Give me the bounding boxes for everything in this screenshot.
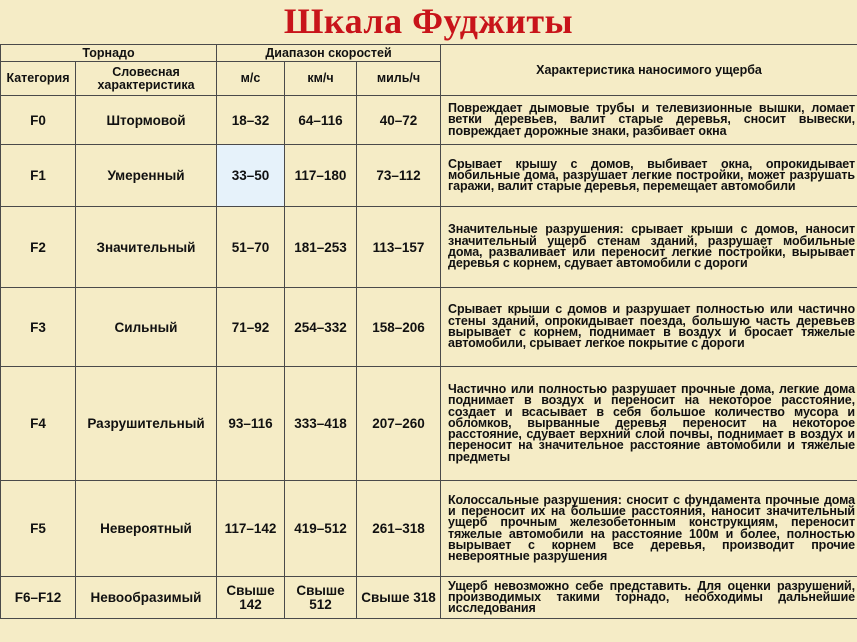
cell-mph: 40–72 [357,96,441,145]
cell-kmh: 254–332 [285,288,357,367]
cell-category: F0 [1,96,76,145]
header-ms: м/с [217,62,285,96]
header-damage: Характеристика наносимого ущерба [441,45,857,96]
header-tornado: Торнадо [1,45,217,62]
cell-mph: 73–112 [357,145,441,207]
header-speed-range: Диапазон скоростей [217,45,441,62]
cell-category: F2 [1,207,76,288]
cell-kmh: 117–180 [285,145,357,207]
cell-ms: Свыше 142 [217,577,285,619]
cell-category: F6–F12 [1,577,76,619]
cell-kmh: 181–253 [285,207,357,288]
header-verbal: Словесная характеристика [76,62,217,96]
table-row [1,288,857,367]
fujita-scale-table [0,44,857,619]
cell-verbal: Умеренный [76,145,217,207]
cell-damage: Колоссальные разрушения: сносит с фундамента прочные дома и переносит их на большие расстояния, наносит значительный ущерб прочным железобетонным конструкциям, переносит тяжелые автомобили на расстояние 100м и более, полностью вырывает с корнем все деревья, производит прочие невероятные разрушения [441,481,857,577]
cell-category: F3 [1,288,76,367]
cell-kmh: 419–512 [285,481,357,577]
cell-ms: 51–70 [217,207,285,288]
cell-ms: 71–92 [217,288,285,367]
cell-verbal: Разрушительный [76,367,217,481]
cell-category: F1 [1,145,76,207]
header-mph: миль/ч [357,62,441,96]
cell-mph: Свыше 318 [357,577,441,619]
header-category: Категория [1,62,76,96]
cell-ms: 33–50 [217,145,285,207]
cell-mph: 207–260 [357,367,441,481]
cell-damage: Значительные разрушения: срывает крыши с домов, наносит значительный ущерб стенам зданий, разрушает мобильные дома, разваливает или переносит легкие постройки, вырывает деревья с корнем, сдувает автомобили с дороги [441,207,857,288]
cell-damage: Ущерб невозможно себе представить. Для оценки разрушений, производимых такими торнадо, необходимы дальнейшие исследования [441,577,857,619]
cell-verbal: Невообразимый [76,577,217,619]
cell-verbal: Сильный [76,288,217,367]
table-row [1,367,857,481]
table-row [1,96,857,145]
cell-ms: 18–32 [217,96,285,145]
page-title: Шкала Фуджиты [283,1,574,41]
cell-kmh: Свыше 512 [285,577,357,619]
cell-verbal: Значительный [76,207,217,288]
cell-kmh: 64–116 [285,96,357,145]
cell-mph: 261–318 [357,481,441,577]
cell-category: F4 [1,367,76,481]
cell-ms: 117–142 [217,481,285,577]
table-row [1,207,857,288]
table-row [1,577,857,619]
cell-damage: Повреждает дымовые трубы и телевизионные вышки, ломает ветки деревьев, валит старые деревья, сносит вывески, повреждает дорожные знаки, разбивает окна [441,96,857,145]
header-kmh: км/ч [285,62,357,96]
cell-ms: 93–116 [217,367,285,481]
table-row [1,145,857,207]
cell-damage: Срывает крыши с домов и разрушает полностью или частично стены зданий, опрокидывает поезда, большую часть деревьев вырывает с корнем, поднимает в воздух и бросает тяжелые автомобили, срывает легкое покрытие с дороги [441,288,857,367]
cell-mph: 158–206 [357,288,441,367]
cell-damage: Частично или полностью разрушает прочные дома, легкие дома поднимает в воздух и переносит на некоторое расстояние, создает и всасывает в себя большое количество мусора и обломков, вырванные деревья переносит на некоторое расстояние, сдувает верхний слой почвы, поднимает в воздух и переносит на значительное расстояние автомобили и тяжелые предметы [441,367,857,481]
cell-mph: 113–157 [357,207,441,288]
cell-verbal: Невероятный [76,481,217,577]
cell-verbal: Штормовой [76,96,217,145]
cell-kmh: 333–418 [285,367,357,481]
cell-category: F5 [1,481,76,577]
table-row [1,481,857,577]
cell-damage: Срывает крышу с домов, выбивает окна, опрокидывает мобильные дома, разрушает легкие постройки, может разрушать гаражи, валит старые деревья, перемещает автомобили [441,145,857,207]
